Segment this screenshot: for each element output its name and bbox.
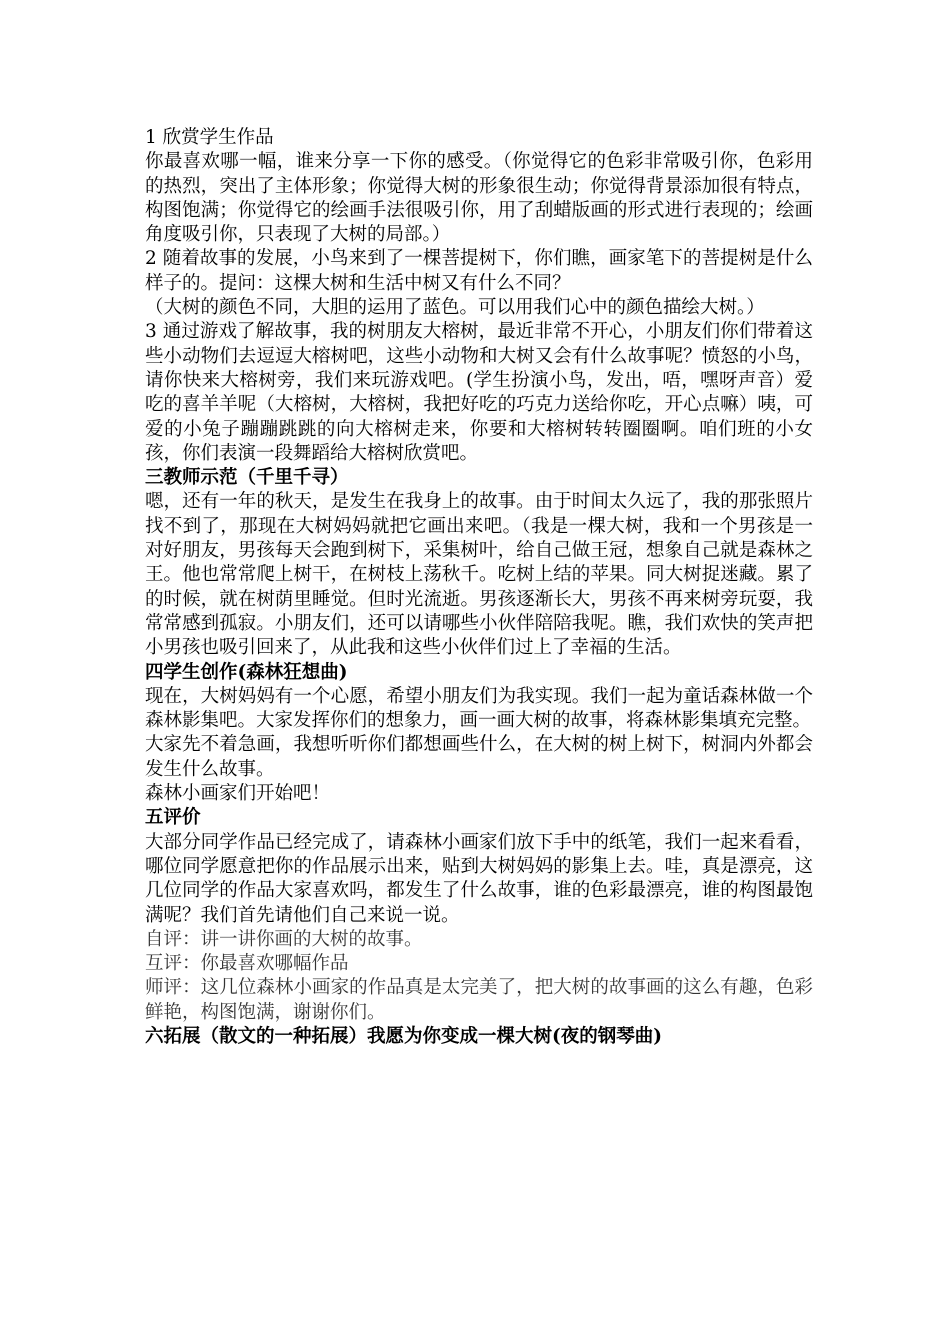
para-create-3: 森林小画家们开始吧！ <box>145 783 331 805</box>
document-body <box>145 126 813 1049</box>
para-3: 3 通过游戏了解故事，我的树朋友大榕树，最近非常不开心，小朋友们你们带着这些小动物们去逗逗大榕树吧，这些小动物和大树又会有什么故事呢？愤怒的小鸟，请你快来大榕树旁，我们来玩游戏吧。(学生扮演小鸟，发出，唔，嘿呀声音）爱吃的喜羊羊呢（大榕树，大榕树，我把好吃的巧克力送给你吃，开心点嘛）咦，可爱的小兔子蹦蹦跳跳的向大榕树走来，你要和大榕树转转圈圈啊。咱们班的小女孩，你们表演一段舞蹈给大榕树欣赏吧。 <box>145 321 813 464</box>
heading-3: 三教师示范（千里千寻） <box>145 467 349 489</box>
para-eval: 大部分同学作品已经完成了，请森林小画家们放下手中的纸笔，我们一起来看看，哪位同学愿意把你的作品展示出来，贴到大树妈妈的影集上去。哇，真是漂亮，这几位同学的作品大家喜欢吗，都发生了什么故事，谁的色彩最漂亮，谁的构图最饱满呢？我们首先请他们自己来说一说。 <box>145 831 813 926</box>
heading-4: 四学生创作(森林狂想曲) <box>145 661 348 683</box>
heading-5: 五评价 <box>145 807 201 829</box>
para-demo: 嗯，还有一年的秋天，是发生在我身上的故事。由于时间太久远了，我的那张照片找不到了，那现在大树妈妈就把它画出来吧。（我是一棵大树，我和一个男孩是一对好朋友，男孩每天会跑到树下，采集树叶，给自己做王冠，想象自己就是森林之王。他也常常爬上树干，在树枝上荡秋千。吃树上结的苹果。同大树捉迷藏。累了的时候，就在树荫里睡觉。但时光流逝。男孩逐渐长大，男孩不再来树旁玩耍，我常常感到孤寂。小朋友们，还可以请哪些小伙伴陪陪我呢。瞧，我们欢快的笑声把小男孩也吸引回来了，从此我和这些小伙伴们过上了幸福的生活。 <box>145 491 813 659</box>
para-1-title: 1 欣赏学生作品 <box>145 127 274 148</box>
para-1-body: 你最喜欢哪一幅，谁来分享一下你的感受。（你觉得它的色彩非常吸引你，色彩用的热烈，突出了主体形象；你觉得大树的形象很生动；你觉得背景添加很有特点，构图饱满；你觉得它的绘画手法很吸引你，用了刮蜡版画的形式进行表现的；绘画角度吸引你，只表现了大树的局部。） <box>145 151 813 246</box>
heading-6: 六拓展（散文的一种拓展）我愿为你变成一棵大树(夜的钢琴曲) <box>145 1025 663 1047</box>
para-2-answer: （大树的颜色不同，大胆的运用了蓝色。可以用我们心中的颜色描绘大树。） <box>145 297 765 319</box>
para-create-2: 大家先不着急画，我想听听你们都想画些什么，在大树的树上树下，树洞内外都会发生什么故事。 <box>145 734 813 780</box>
para-self-eval: 自评：讲一讲你画的大树的故事。 <box>145 928 423 950</box>
para-2: 2 随着故事的发展，小鸟来到了一棵菩提树下，你们瞧，画家笔下的菩提树是什么样子的。提问：这棵大树和生活中树又有什么不同？ <box>145 248 813 294</box>
para-create-1: 现在，大树妈妈有一个心愿，希望小朋友们为我实现。我们一起为童话森林做一个森林影集吧。大家发挥你们的想象力，画一画大树的故事，将森林影集填充完整。 <box>145 685 813 732</box>
para-peer-eval: 互评：你最喜欢哪幅作品 <box>145 953 349 975</box>
para-teacher-eval: 师评：这几位森林小画家的作品真是太完美了，把大树的故事画的这么有趣，色彩鲜艳，构图饱满，谢谢你们。 <box>145 977 813 1023</box>
